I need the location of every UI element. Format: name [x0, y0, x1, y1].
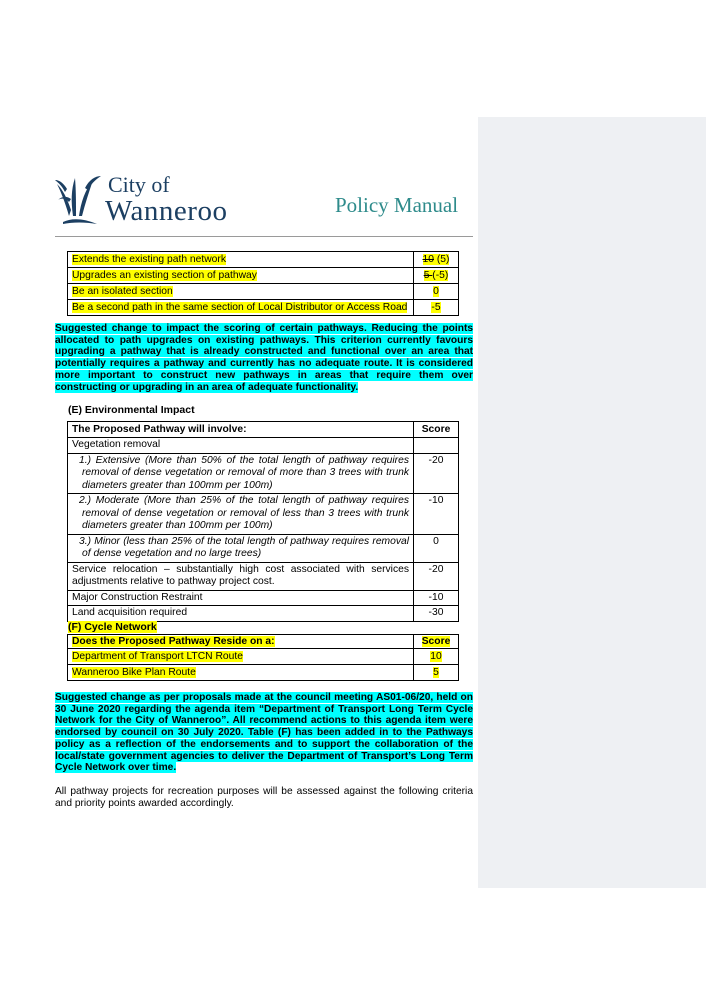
- cycle-network-table: [67, 634, 459, 681]
- environmental-impact-table: [67, 421, 459, 622]
- criteria-score: 0: [414, 284, 459, 300]
- row-label: Service relocation – substantially high cost associated with services adjustments relative to pathway project cost.: [68, 562, 414, 590]
- sub-row-label: 1.) Extensive (More than 50% of the total length of pathway requires removal of dense vegetation or removal of more than 3 trees with trunk diameters greater than 100mm per 100m): [68, 453, 414, 494]
- row-score: -10: [414, 590, 459, 606]
- criteria-label: Be a second path in the same section of Local Distributor or Access Road: [68, 300, 414, 316]
- row-score: -10: [414, 494, 459, 535]
- column-header-score: Score: [414, 635, 459, 649]
- table-row: [68, 438, 459, 454]
- row-label: Land acquisition required: [68, 606, 414, 622]
- table-row: [68, 606, 459, 622]
- table-header-row: [68, 635, 459, 649]
- row-score: 0: [414, 534, 459, 562]
- sub-row-label: 3.) Minor (less than 25% of the total length of pathway requires removal of dense vegetation and no large trees): [68, 534, 414, 562]
- comment-margin-panel: [478, 117, 706, 888]
- row-score: -20: [414, 562, 459, 590]
- table-row: [68, 665, 459, 681]
- row-score: -20: [414, 453, 459, 494]
- row-label: Vegetation removal: [68, 438, 414, 454]
- column-header-reside: Does the Proposed Pathway Reside on a:: [68, 635, 414, 649]
- header-divider: [55, 236, 473, 237]
- policy-manual-title: Policy Manual: [335, 193, 459, 217]
- table-row: [68, 268, 459, 284]
- criteria-score: 5 (-5): [414, 268, 459, 284]
- table-row: [68, 649, 459, 665]
- logo-wanneroo: Wanneroo: [105, 195, 228, 227]
- comment-paragraph-scoring: Suggested change to impact the scoring of certain pathways. Reducing the points allocated to path upgrades on existing pathways. This criterion currently favours upgrading a pathway that is already constructed and functional over an area that potentially requires a pathway and currently has no adequate route. It is considered more important to construct new pathways in areas that require them over constructing or upgrading in an area of adequate functionality.: [55, 323, 473, 393]
- table-row: [68, 300, 459, 316]
- column-header-involve: The Proposed Pathway will involve:: [68, 422, 414, 438]
- closing-paragraph: All pathway projects for recreation purposes will be assessed against the following criteria and priority points awarded accordingly.: [55, 786, 473, 809]
- criteria-score: 10 (5): [414, 252, 459, 268]
- section-heading-environmental: (E) Environmental Impact: [68, 404, 195, 416]
- table-row: [68, 534, 459, 562]
- row-score: 5: [414, 665, 459, 681]
- table-header-row: [68, 422, 459, 438]
- table-row: [68, 453, 459, 494]
- comment-paragraph-cycle: Suggested change as per proposals made at the council meeting AS01-06/20, held on 30 June 2020 regarding the agenda item “Department of Transport Long Term Cycle Network for the City of Wanneroo”. All recommend actions to this agenda item were endorsed by council on 30 July 2020. Table (F) has been added in to the Pathways policy as a reflection of the endorsements and to support the collaboration of the local/state government agencies to deliver the Department of Transport’s Long Term Cycle Network over time.: [55, 692, 473, 774]
- row-label: Department of Transport LTCN Route: [68, 649, 414, 665]
- column-header-score: Score: [414, 422, 459, 438]
- row-score: -30: [414, 606, 459, 622]
- table-row: [68, 562, 459, 590]
- table-row: [68, 590, 459, 606]
- sub-row-label: 2.) Moderate (More than 25% of the total length of pathway requires removal of dense vegetation or removal of less than 3 trees with trunk diameters greater than 100mm per 100m): [68, 494, 414, 535]
- row-score: 10: [414, 649, 459, 665]
- criteria-table: [67, 251, 459, 316]
- criteria-label: Extends the existing path network: [68, 252, 414, 268]
- criteria-score: -5: [414, 300, 459, 316]
- table-row: [68, 284, 459, 300]
- logo-city-of: City of: [108, 172, 170, 197]
- section-heading-cycle: (F) Cycle Network: [68, 621, 157, 633]
- table-row: [68, 494, 459, 535]
- criteria-label: Upgrades an existing section of pathway: [68, 268, 414, 284]
- row-label: Major Construction Restraint: [68, 590, 414, 606]
- row-label: Wanneroo Bike Plan Route: [68, 665, 414, 681]
- table-row: [68, 252, 459, 268]
- criteria-label: Be an isolated section: [68, 284, 414, 300]
